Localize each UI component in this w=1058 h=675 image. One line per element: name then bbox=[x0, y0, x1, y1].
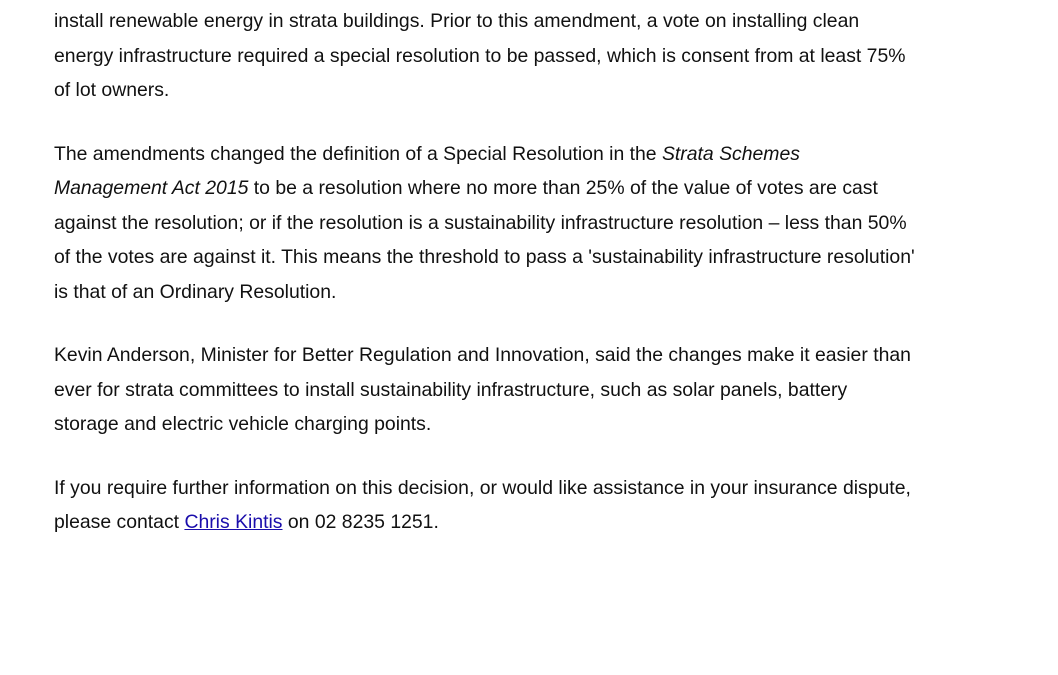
text-segment: please contact bbox=[54, 511, 185, 533]
text-line: ever for strata committees to install sustainability infrastructure, such as solar panels, battery bbox=[54, 378, 848, 401]
paragraph-contact bbox=[54, 471, 1014, 540]
text-line: of the votes are against it. This means the threshold to pass a 'sustainability infrastructure resolution' bbox=[54, 246, 915, 268]
text-line: of lot owners. bbox=[54, 79, 170, 101]
text-line: against the resolution; or if the resolution is a sustainability infrastructure resolution – less than 50% bbox=[54, 211, 907, 234]
text-line: is that of an Ordinary Resolution. bbox=[54, 280, 337, 303]
paragraph-renewable-energy bbox=[54, 4, 1014, 108]
text-line bbox=[54, 511, 439, 533]
text-line: storage and electric vehicle charging points. bbox=[54, 413, 432, 435]
contact-link-chris-kintis[interactable]: Chris Kintis bbox=[184, 511, 283, 533]
text-segment: on 02 8235 1251. bbox=[282, 511, 439, 533]
text-line: install renewable energy in strata buildings. Prior to this amendment, a vote on installing clean bbox=[54, 10, 860, 32]
text-segment: The amendments changed the definition of a Special Resolution in the bbox=[54, 142, 662, 165]
document-page bbox=[54, 4, 1014, 569]
paragraph-minister-quote bbox=[54, 338, 1014, 442]
act-title-italic: Management Act 2015 bbox=[54, 177, 249, 199]
text-line: Kevin Anderson, Minister for Better Regulation and Innovation, said the changes make it easier than bbox=[54, 344, 911, 366]
text-line bbox=[54, 177, 878, 199]
text-segment: to be a resolution where no more than 25% of the value of votes are cast bbox=[248, 177, 878, 199]
act-title-italic: Strata Schemes bbox=[661, 142, 800, 165]
text-line: If you require further information on this decision, or would like assistance in your insurance dispute, bbox=[54, 476, 911, 499]
text-line bbox=[54, 143, 800, 165]
paragraph-amendments bbox=[54, 137, 1014, 310]
text-line: energy infrastructure required a special resolution to be passed, which is consent from at least 75% bbox=[54, 44, 906, 67]
